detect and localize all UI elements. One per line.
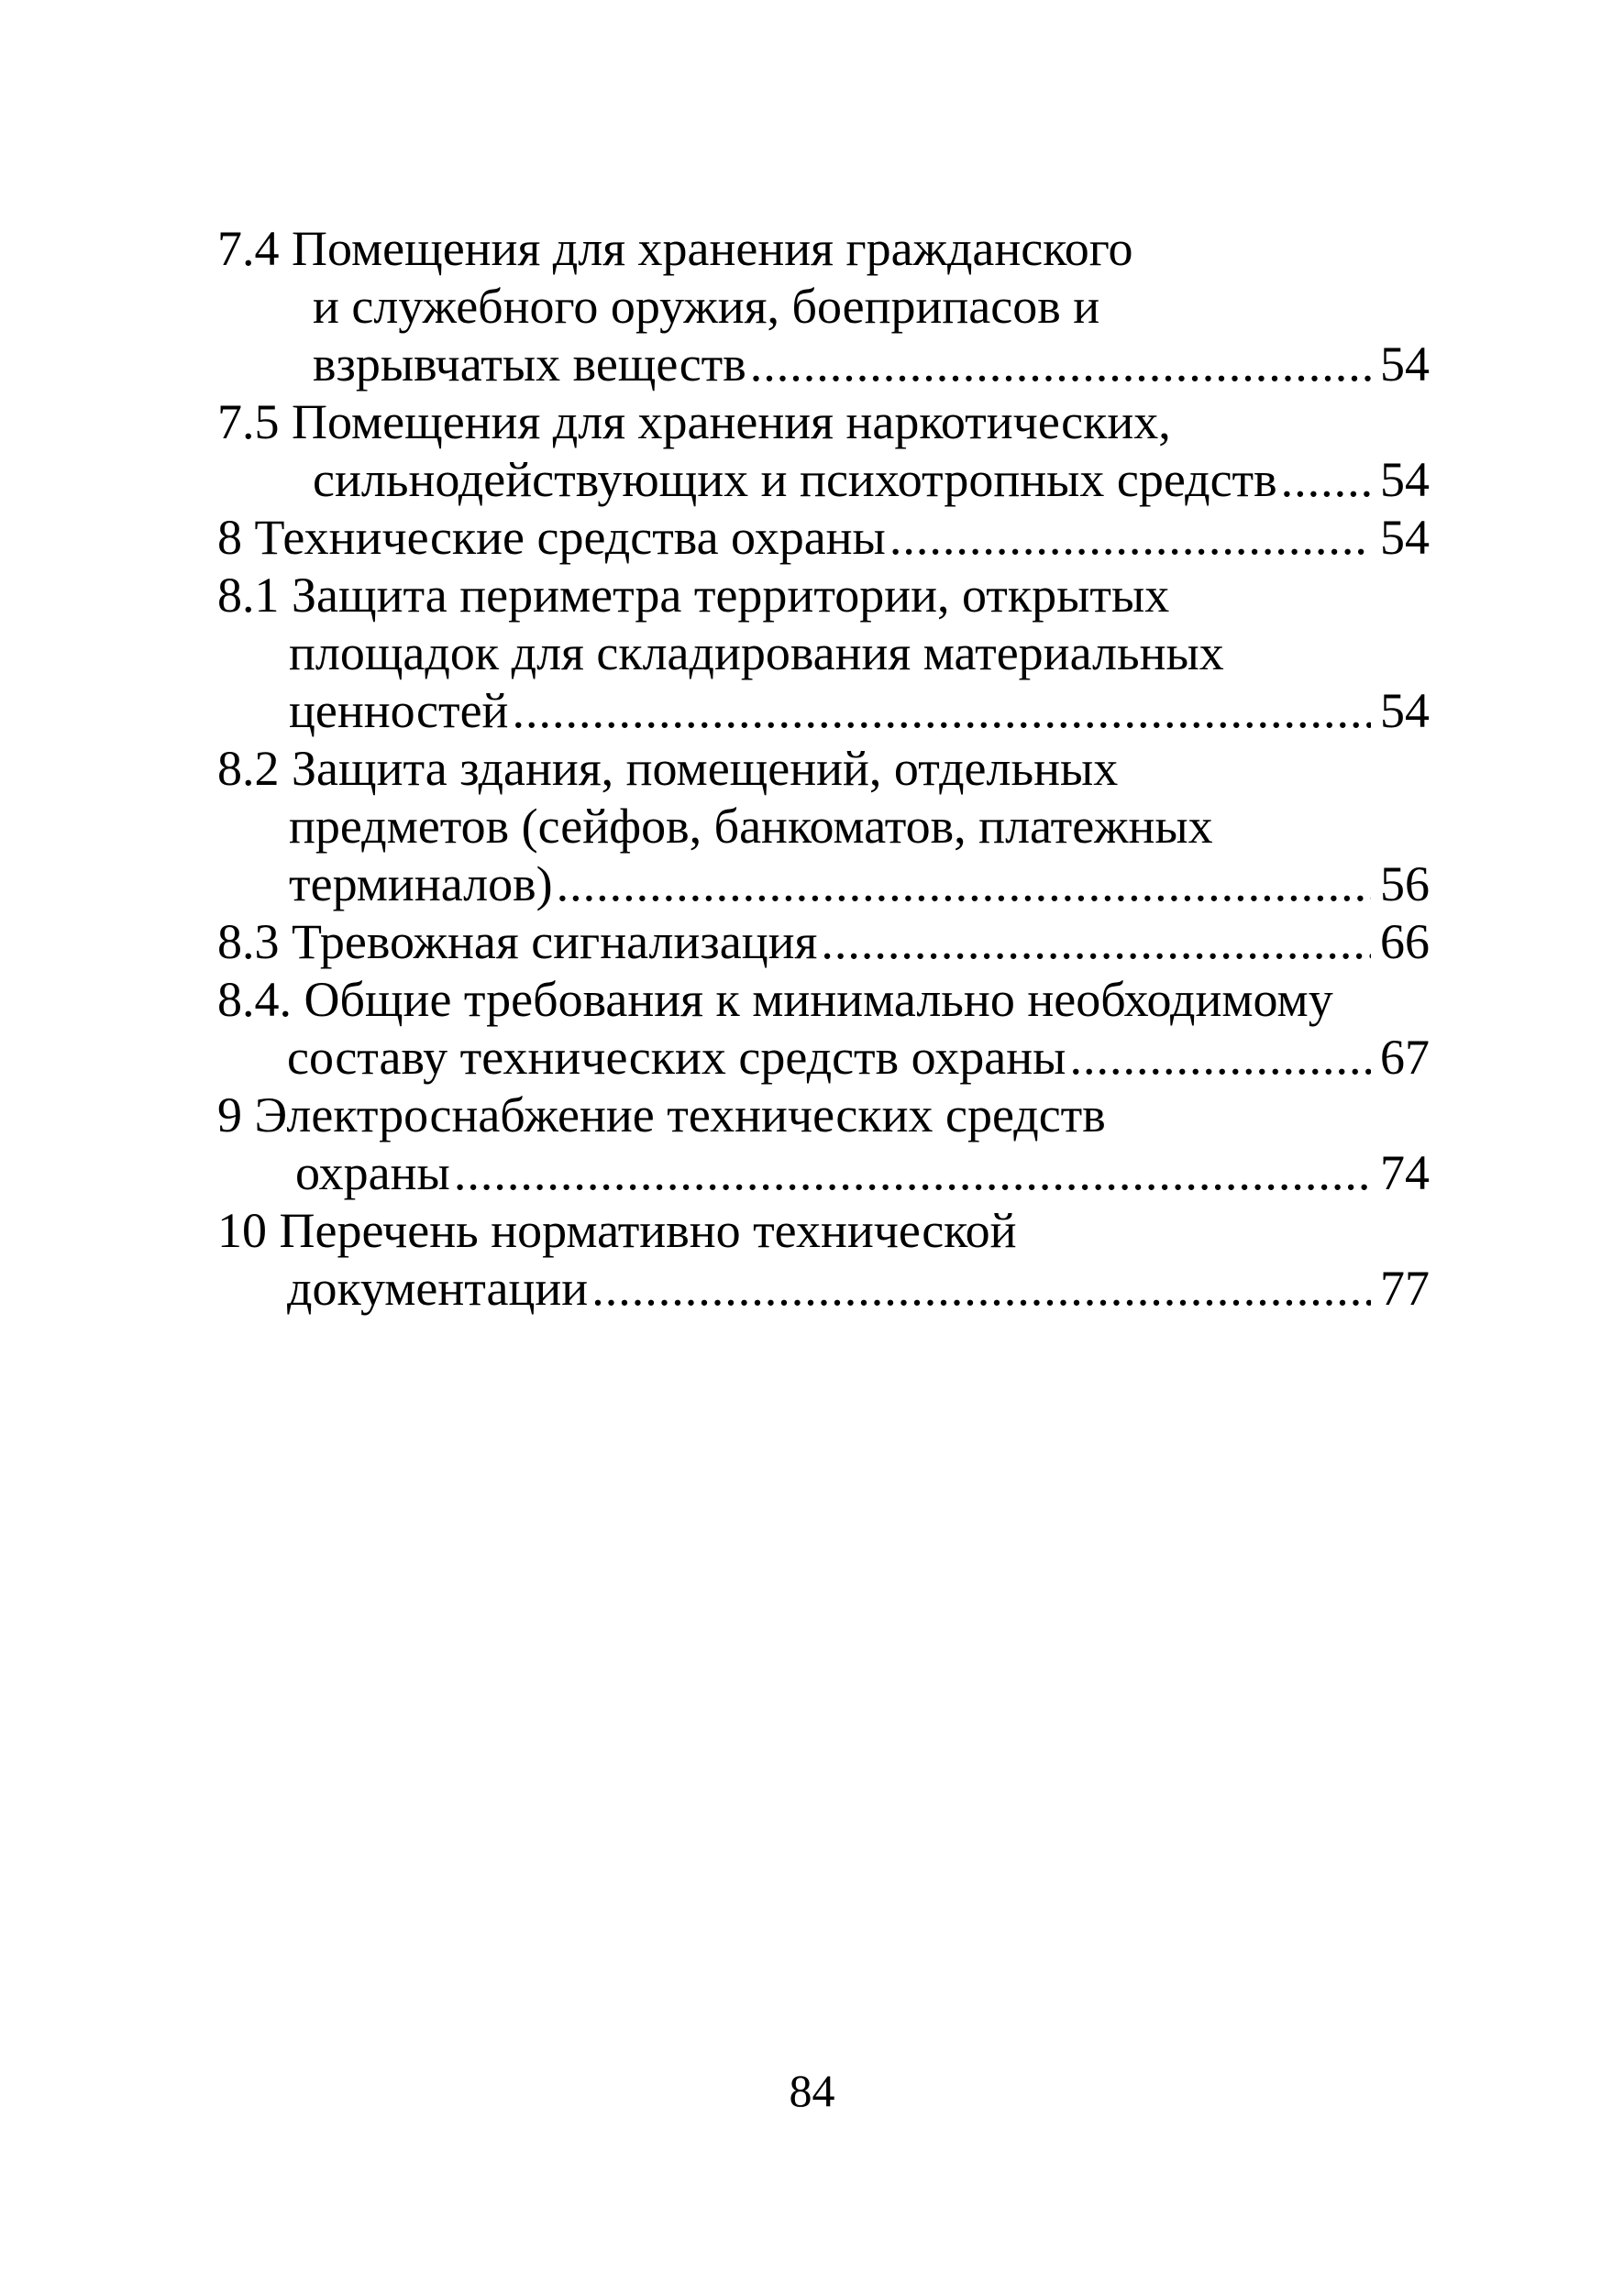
toc-page-number: 54 (1380, 337, 1430, 392)
toc-entry-text: 9 Электроснабжение технических средств (217, 1087, 1106, 1142)
toc-entry-text: терминалов) (289, 856, 553, 911)
toc-line (217, 971, 1430, 1029)
toc-entry-text: 8 Технические средства охраны (217, 510, 886, 565)
dot-leader (512, 682, 1371, 740)
toc-line (217, 624, 1430, 682)
toc-line (217, 278, 1430, 336)
dot-leader (557, 855, 1371, 913)
toc-page-number: 67 (1380, 1030, 1430, 1085)
toc-page-number: 66 (1380, 914, 1430, 969)
toc-line (217, 1087, 1430, 1144)
toc-line (217, 1202, 1430, 1260)
toc-entry-text: 8.4. Общие требования к минимально необходимому (217, 972, 1333, 1027)
toc-line (217, 567, 1430, 624)
toc-entry-text: 8.1 Защита периметра территории, открытых (217, 568, 1170, 623)
toc-entry-text: предметов (сейфов, банкоматов, платежных (289, 799, 1213, 854)
toc-page-number: 77 (1380, 1261, 1430, 1316)
toc-entry-text: 7.5 Помещения для хранения наркотических, (217, 394, 1171, 449)
toc-line (217, 798, 1430, 855)
toc-entry-text: взрывчатых веществ (313, 337, 746, 392)
toc-line (217, 509, 1430, 567)
toc-page-number: 56 (1380, 856, 1430, 911)
toc-entry-text: 7.4 Помещения для хранения гражданского (217, 221, 1133, 276)
dot-leader (1069, 1029, 1371, 1087)
toc-entry-text: ценностей (289, 683, 509, 738)
toc-entry-text: охраны (295, 1145, 450, 1200)
toc-line (217, 1260, 1430, 1318)
toc-entry-text: и служебного оружия, боеприпасов и (313, 279, 1100, 334)
toc-entry-text: 8.3 Тревожная сигнализация (217, 914, 818, 969)
dot-leader (1281, 451, 1371, 509)
toc-page-number: 54 (1380, 510, 1430, 565)
toc-page-number: 74 (1380, 1145, 1430, 1200)
toc-entry-text: документации (287, 1261, 589, 1316)
page-number: 84 (789, 2065, 835, 2116)
toc-line (217, 1144, 1430, 1202)
toc-line (217, 220, 1430, 278)
toc-line (217, 740, 1430, 798)
table-of-contents (217, 220, 1430, 1318)
toc-entry-text: площадок для складирования материальных (289, 625, 1224, 680)
toc-line (217, 855, 1430, 913)
dot-leader (750, 336, 1371, 393)
toc-line (217, 1029, 1430, 1087)
toc-page-number: 54 (1380, 452, 1430, 507)
toc-entry-text: составу технических средств охраны (287, 1030, 1066, 1085)
toc-entry-text: сильнодействующих и психотропных средств (313, 452, 1277, 507)
toc-line (217, 913, 1430, 971)
dot-leader (889, 509, 1371, 567)
toc-line (217, 451, 1430, 509)
toc-page-number: 54 (1380, 683, 1430, 738)
dot-leader (454, 1144, 1371, 1202)
toc-line (217, 393, 1430, 451)
toc-line (217, 682, 1430, 740)
toc-line (217, 336, 1430, 393)
dot-leader (591, 1260, 1371, 1318)
dot-leader (821, 913, 1371, 971)
toc-entry-text: 10 Перечень нормативно технической (217, 1203, 1017, 1258)
toc-entry-text: 8.2 Защита здания, помещений, отдельных (217, 741, 1119, 796)
